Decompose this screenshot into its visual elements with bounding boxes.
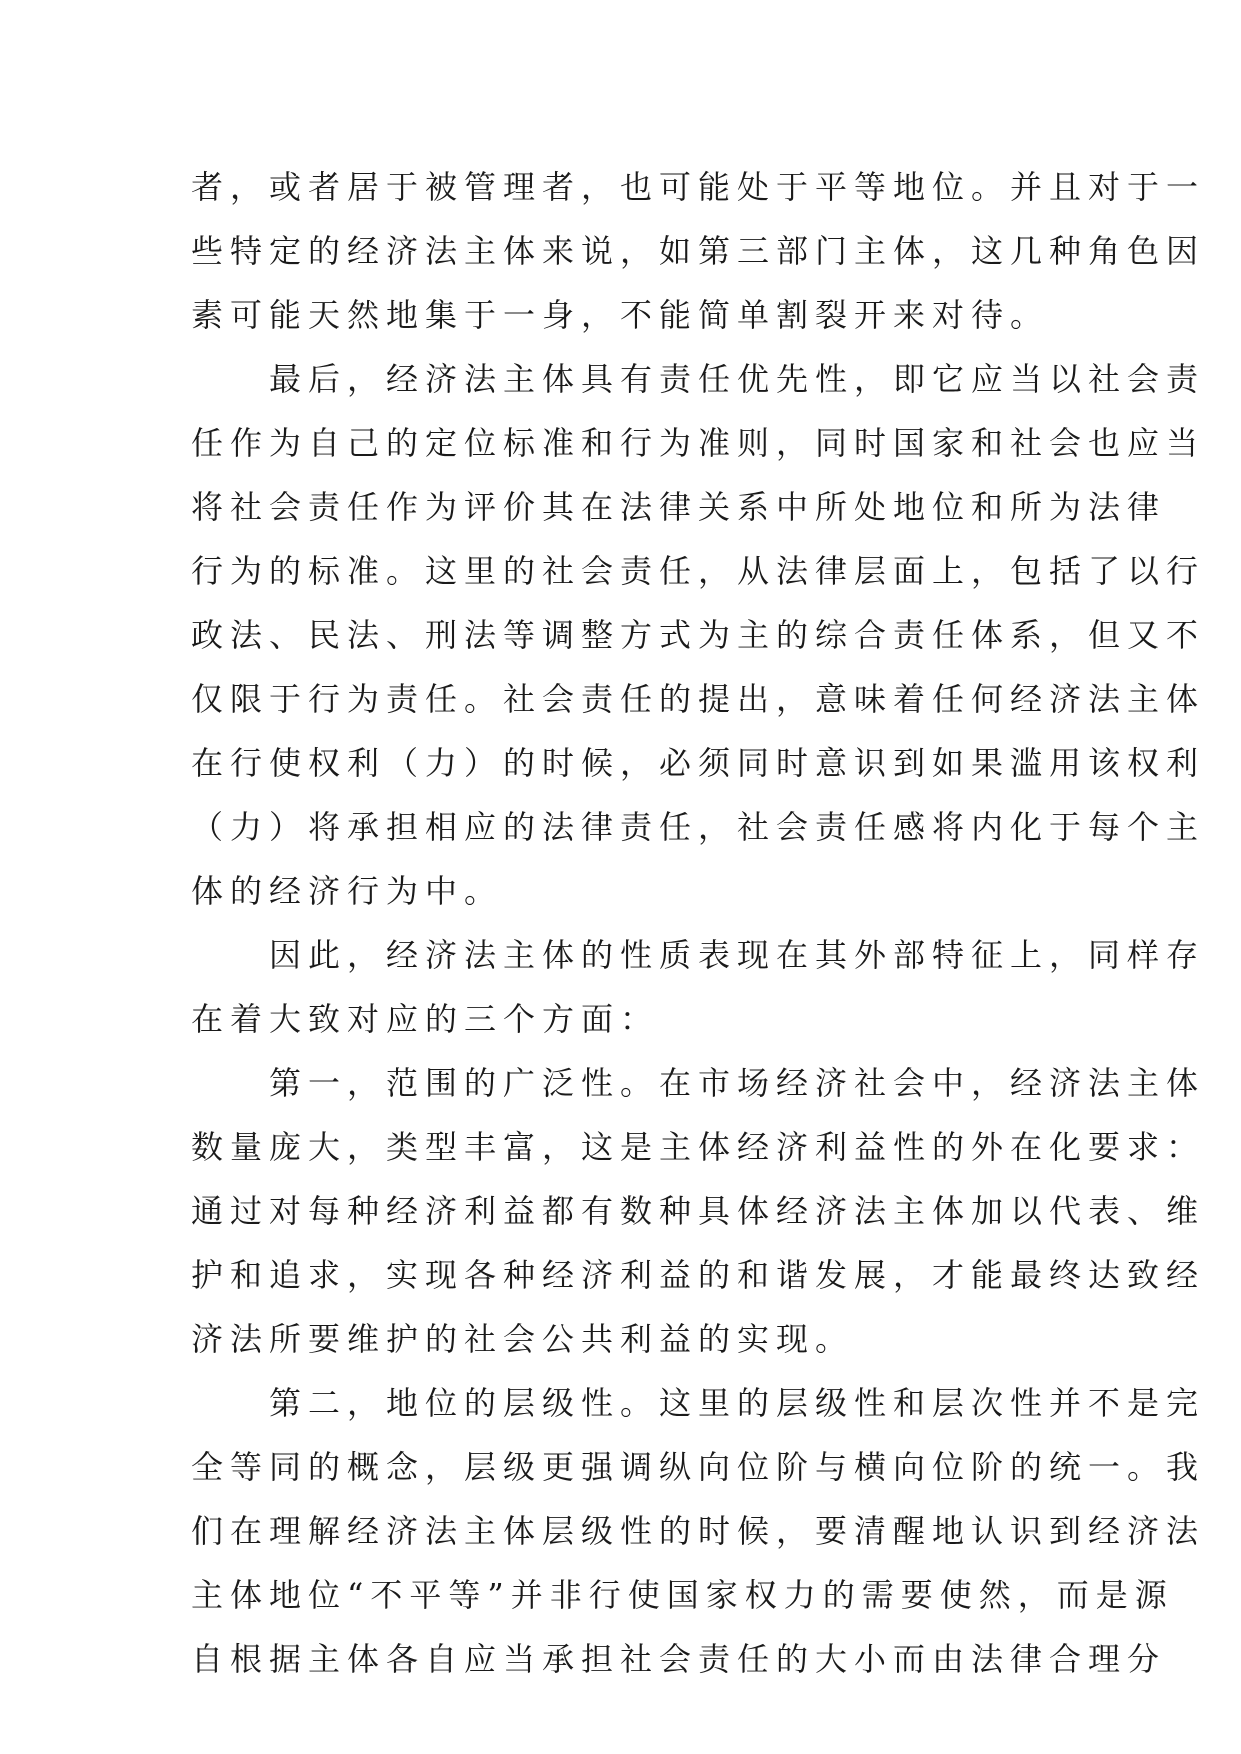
text-line: 些特定的经济法主体来说，如第三部门主体，这几种角色因 (191, 232, 1206, 270)
text-line: 将社会责任作为评价其在法律关系中所处地位和所为法律 (191, 488, 1167, 526)
text-line: 行为的标准。这里的社会责任，从法律层面上，包括了以行 (191, 552, 1206, 590)
text-line: 第一，范围的广泛性。在市场经济社会中，经济法主体 (191, 1064, 1206, 1102)
text-line: 在行使权利（力）的时候，必须同时意识到如果滥用该权利 (191, 744, 1206, 782)
text-line: 素可能天然地集于一身，不能简单割裂开来对待。 (191, 296, 1050, 334)
text-line: 第二，地位的层级性。这里的层级性和层次性并不是完 (191, 1384, 1206, 1422)
text-line: 者，或者居于被管理者，也可能处于平等地位。并且对于一 (191, 168, 1206, 206)
text-line: 主体地位“不平等”并非行使国家权力的需要使然，而是源 (191, 1576, 1174, 1614)
text-line: 任作为自己的定位标准和行为准则，同时国家和社会也应当 (191, 424, 1206, 462)
text-line: 自根据主体各自应当承担社会责任的大小而由法律合理分 (191, 1640, 1167, 1678)
text-line: 们在理解经济法主体层级性的时候，要清醒地认识到经济法 (191, 1512, 1206, 1550)
text-line: 数量庞大，类型丰富，这是主体经济利益性的外在化要求： (191, 1128, 1206, 1166)
text-line: 护和追求，实现各种经济利益的和谐发展，才能最终达致经 (191, 1256, 1206, 1294)
text-line: 因此，经济法主体的性质表现在其外部特征上，同样存 (191, 936, 1206, 974)
text-line: 全等同的概念，层级更强调纵向位阶与横向位阶的统一。我 (191, 1448, 1206, 1486)
text-line: 通过对每种经济利益都有数种具体经济法主体加以代表、维 (191, 1192, 1206, 1230)
text-line: （力）将承担相应的法律责任，社会责任感将内化于每个主 (191, 808, 1206, 846)
text-line: 体的经济行为中。 (191, 872, 504, 910)
text-line: 在着大致对应的三个方面： (191, 1000, 660, 1038)
body-text (191, 155, 1206, 1691)
text-line: 政法、民法、刑法等调整方式为主的综合责任体系，但又不 (191, 616, 1206, 654)
text-line: 仅限于行为责任。社会责任的提出，意味着任何经济法主体 (191, 680, 1206, 718)
text-line: 济法所要维护的社会公共利益的实现。 (191, 1320, 855, 1358)
text-line: 最后，经济法主体具有责任优先性，即它应当以社会责 (191, 360, 1206, 398)
